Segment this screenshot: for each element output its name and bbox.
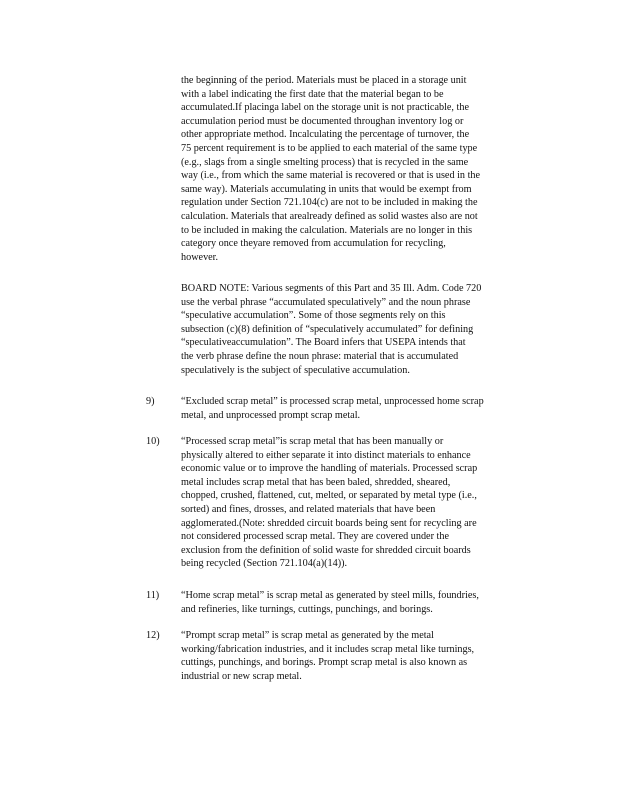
item-number: 12) <box>146 630 160 641</box>
item-number: 11) <box>146 590 160 601</box>
item-text: “Processed scrap metal”is scrap metal that has been manually or physically altered to either separate it into distinct materials to enhance economic value or to improve the handling of materials. Processed scrap metal includes scrap metal that has been baled, shredded, sheared, chopped, crushed, flattened, cut, melted, or separated by metal type (i.e., sorted) and fines, drosses, and related materials that have been agglomerated.(Note: shredded circuit boards being sent for recycling are not considered processed scrap metal. They are covered under the exclusion from the definition of solid waste for shredded circuit boards being recycled (Section 721.104(a)(14)). <box>181 436 478 570</box>
continuation-paragraph: the beginning of the period. Materials must be placed in a storage unit with a label indicating the first date that the material began to be accumulated.If placinga label on the storage unit is not practicable, the accumulation period must be documented throughan inventory log or other appropriate method. Incalculating the percentage of turnover, the 75 percent requirement is to be applied to each material of the same type (e.g., slags from a single smelting process) that is recycled in the same way (i.e., from which the same material is recovered or that is used in the same way). Materials accumulating in units that would be exempt from regulation under Section 721.104(c) are not to be included in making the calculation. Materials that arealready defined as solid wastes also are not to be included in making the calculation. Materials are no longer in this category once theyare removed from accumulation for recycling, however. <box>181 75 481 263</box>
item-number: 9) <box>146 396 155 407</box>
item-text: “Excluded scrap metal” is processed scrap metal, unprocessed home scrap metal, and unprocessed prompt scrap metal. <box>181 396 484 421</box>
item-text: “Prompt scrap metal” is scrap metal as generated by the metal working/fabrication industries, and it includes scrap metal like turnings, cuttings, punchings, and borings. Prompt scrap metal is also known as industrial or new scrap metal. <box>181 630 475 682</box>
item-text: “Home scrap metal” is scrap metal as generated by steel mills, foundries, and refineries, like turnings, cuttings, punchings, and borings. <box>181 590 479 615</box>
board-note: BOARD NOTE: Various segments of this Part and 35 Ill. Adm. Code 720 use the verbal phrase “accumulated speculatively” and the noun phrase “speculative accumulation”. Some of those segments rely on this subsection (c)(8) definition of “speculatively accumulated” for defining “speculativeaccumulation”. The Board infers that USEPA intends that the verb phrase define the noun phrase: material that is accumulated speculatively is the subject of speculative accumulation. <box>181 283 482 376</box>
item-number: 10) <box>146 436 160 447</box>
